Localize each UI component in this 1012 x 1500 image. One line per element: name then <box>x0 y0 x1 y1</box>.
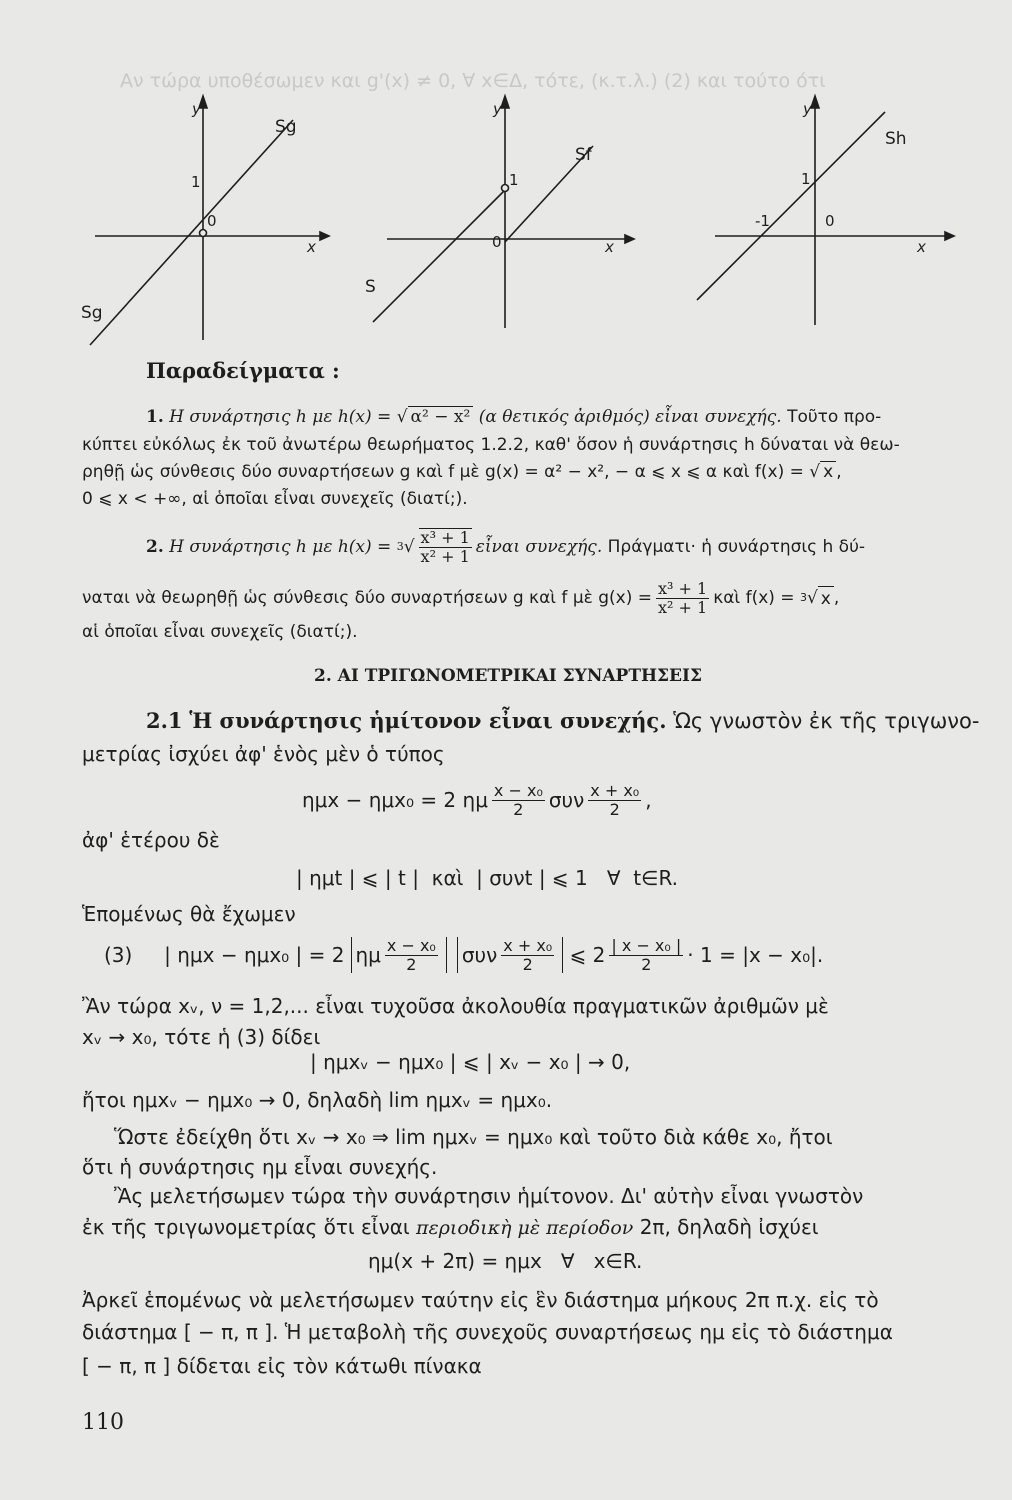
g1-top-label: Sg <box>275 117 297 137</box>
g3-graph-line <box>697 112 885 300</box>
ghost-line: Αν τώρα υποθέσωμεν και g'(x) ≠ 0, ∀ x∈Δ, τότε, (κ.τ.λ.) (2) και τούτο ότι <box>120 70 826 92</box>
g3-zero-label: 0 <box>825 212 835 230</box>
body-line-6: ὅτι ἡ συνάρτησις ημ εἶναι συνεχής. <box>82 1155 438 1179</box>
g2-one-label: 1 <box>509 171 519 189</box>
g3-top-label: Sh <box>885 129 907 149</box>
equation-3: (3) | ημx − ημx₀ | = 2 ημ $\frac{\text{x − x₀}}{2}$ συν $\frac{\text{x + x₀}}{2}$ ⩽ 2 $\frac{\text{| x − x₀ |}}{2}$ · 1 = |x − x₀|. <box>104 936 824 974</box>
g2-line-left <box>373 190 505 322</box>
body-line-2: xᵥ → x₀, τότε ἡ (3) δίδει <box>82 1025 321 1049</box>
body-line-8: ἐκ τῆς τριγωνομετρίας ὅτι εἶναι περιοδικὴ μὲ περίοδον 2π, δηλαδὴ ἰσχύει <box>82 1215 819 1239</box>
g2-zero-label: 0 <box>492 233 502 251</box>
g2-bottom-label: S <box>365 277 376 297</box>
g1-x-label: x <box>307 238 316 256</box>
epomenos-line: Ἑπομένως θὰ ἔχωμεν <box>82 902 296 926</box>
g2-x-arrow <box>625 235 634 243</box>
g2-open-point <box>502 185 509 192</box>
g1-y-label: y <box>192 100 201 118</box>
g3-y-label: y <box>803 100 812 118</box>
example-1-line-4: 0 ⩽ x < +∞, αἱ ὁποῖαι εἶναι συνεχεῖς (διατί;). <box>82 489 468 509</box>
example-2-line-3: αἱ ὁποῖαι εἶναι συνεχεῖς (διατί;). <box>82 622 358 642</box>
g2-x-label: x <box>605 238 614 256</box>
example-1-line-3: ρηθῇ ὡς σύνθεσις δύο συναρτήσεων g καὶ f μὲ g(x) = α² − x², − α ⩽ x ⩽ α καὶ f(x) = √ x , <box>82 462 842 482</box>
page-number: 110 <box>82 1410 124 1435</box>
g3-x-label: x <box>917 238 926 256</box>
body-line-5: Ὥστε ἐδείχθη ὅτι xᵥ → x₀ ⇒ lim ημxᵥ = ημx₀ καὶ τοῦτο διὰ κάθε x₀, ἤτοι <box>114 1125 833 1149</box>
body-line-4: ἤτοι ημxᵥ − ημx₀ → 0, δηλαδὴ lim ημxᵥ = ημx₀. <box>82 1088 553 1112</box>
g2-y-label: y <box>493 100 502 118</box>
subsection-line-2: μετρίας ἰσχύει ἀφ' ἑνὸς μὲν ὁ τύπος <box>82 742 445 766</box>
subsection-line-1: 2.1 Ἡ συνάρτησις ἡμίτονον εἶναι συνεχής. Ὡς γνωστὸν ἐκ τῆς τριγωνο- <box>146 708 980 733</box>
g3-minus-label: -1 <box>755 212 770 230</box>
g1-open-point <box>200 230 207 237</box>
g1-one-label: 1 <box>191 173 201 191</box>
example-2-line-2: ναται νὰ θεωρηθῇ ὡς σύνθεσις δύο συναρτήσεων g καὶ f μὲ g(x) = $\frac{\text{x³ + 1}}{\text{x² + 1}}$ καὶ f(x) = 3 √ x , <box>82 579 840 617</box>
graphs-figure <box>81 90 965 355</box>
example-1-line-2: κύπτει εὐκόλως ἐκ τοῦ ἀνωτέρω θεωρήματος 1.2.2, καθ' ὅσον ἡ συνάρτησις h δύναται νὰ θεω- <box>82 435 900 455</box>
g2-y-arrow <box>501 96 509 108</box>
body-line-9: ημ(x + 2π) = ημx ∀ x∈R. <box>368 1249 643 1273</box>
g3-y-arrow <box>811 96 819 108</box>
formula-1: ημx − ημx₀ = 2 ημ $\frac{\text{x − x₀}}{2}$ συν $\frac{\text{x + x₀}}{2}$ , <box>302 781 652 819</box>
g3-one-label: 1 <box>801 170 811 188</box>
g2-top-label: Sf <box>575 145 592 165</box>
body-line-11: διάστημα [ − π, π ]. Ἡ μεταβολὴ τῆς συνεχοῦς συναρτήσεως ημ εἰς τὸ διάστημα <box>82 1320 893 1344</box>
g1-x-arrow <box>320 232 329 240</box>
g3-x-arrow <box>945 232 954 240</box>
example-2-line-1: 2. Η συνάρτησις h με h(x) = 3 √ $\frac{\text{x³ + 1}}{\text{x² + 1}}$ εἶναι συνεχής. Πράγματι· ἡ συνάρτησις h δύ- <box>146 528 866 566</box>
body-line-7: Ἂς μελετήσωμεν τώρα τὴν συνάρτησιν ἡμίτονον. Δι' αὐτὴν εἶναι γνωστὸν <box>114 1184 864 1208</box>
formula-2: | ημt | ⩽ | t | καὶ | συνt | ⩽ 1 ∀ t∈R. <box>296 866 679 890</box>
example-1-line-1: 1. Η συνάρτησις h με h(x) = √ α² − x² (α θετικός ἀριθμός) εἶναι συνεχής. Τοῦτο προ- <box>146 407 882 427</box>
body-line-3: | ημxᵥ − ημx₀ | ⩽ | xᵥ − x₀ | → 0, <box>310 1050 631 1074</box>
examples-heading: Παραδείγματα : <box>146 358 340 383</box>
body-line-12: [ − π, π ] δίδεται εἰς τὸν κάτωθι πίνακα <box>82 1354 482 1378</box>
g1-graph-line <box>90 120 293 345</box>
g1-zero-label: 0 <box>207 212 217 230</box>
body-line-10: Ἀρκεῖ ἑπομένως νὰ μελετήσωμεν ταύτην εἰς ἓν διάστημα μήκους 2π π.χ. εἰς τὸ <box>82 1288 879 1312</box>
aph-eterou: ἀφ' ἑτέρου δὲ <box>82 828 220 852</box>
section-title: 2. ΑΙ ΤΡΙΓΩΝΟΜΕΤΡΙΚΑΙ ΣΥΝΑΡΤΗΣΕΙΣ <box>314 666 702 686</box>
g1-bottom-label: Sg <box>81 303 103 323</box>
body-line-1: Ἂν τώρα xᵥ, ν = 1,2,... εἶναι τυχοῦσα ἀκολουθία πραγματικῶν ἀριθμῶν μὲ <box>82 994 829 1018</box>
